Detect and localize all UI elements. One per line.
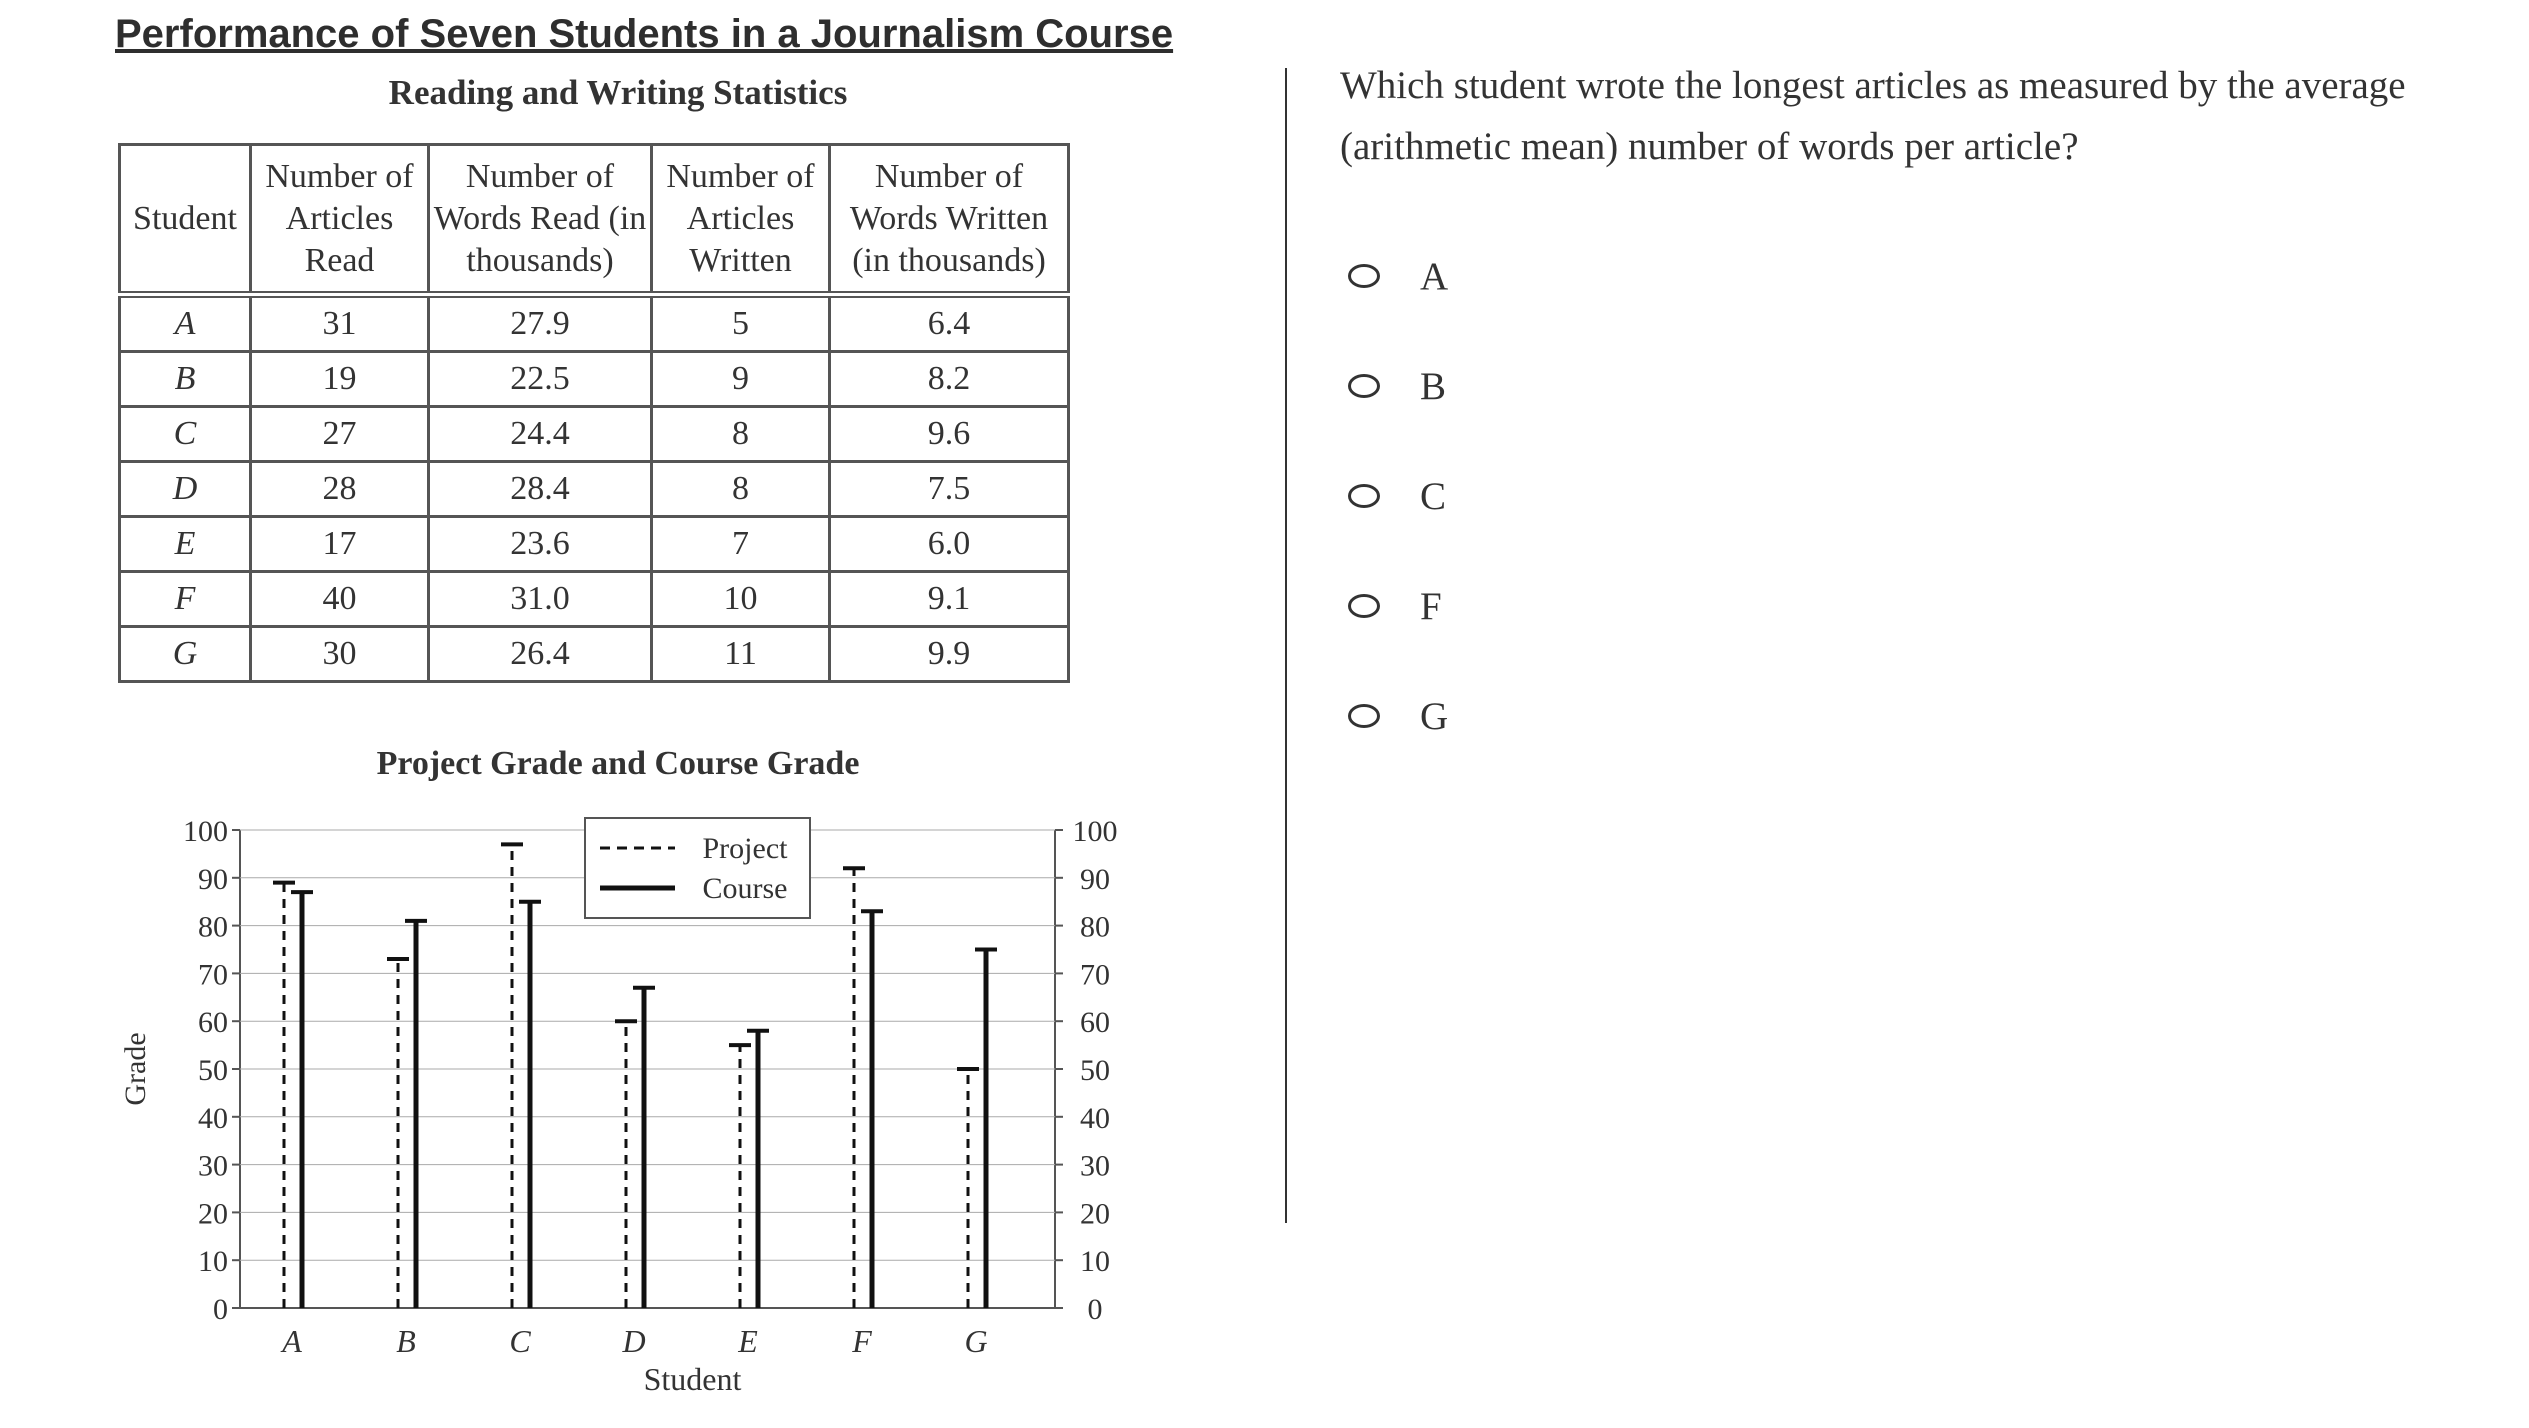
y-tick-label: 80: [198, 910, 228, 944]
table-row: [120, 352, 1069, 407]
legend-label: Course: [702, 872, 788, 905]
table-row: [120, 295, 1069, 352]
chart-title: Project Grade and Course Grade: [376, 745, 860, 782]
y-tick-label-right: 0: [1087, 1293, 1103, 1326]
table-cell: 8.2: [830, 352, 1069, 407]
table-cell: 8: [652, 407, 830, 462]
y-tick-label: 20: [198, 1197, 228, 1231]
x-tick-label: G: [964, 1323, 988, 1359]
answer-option[interactable]: [1340, 551, 2490, 661]
table-cell: 5: [652, 295, 830, 352]
header-student: Student: [120, 145, 251, 295]
figure-title: Performance of Seven Students in a Journalism Course: [115, 12, 1174, 56]
y-tick-label: 100: [183, 815, 228, 848]
answer-options: [1340, 221, 2490, 771]
x-tick-label: B: [396, 1323, 416, 1359]
table-cell: 28.4: [429, 462, 652, 517]
divider: [1285, 68, 1287, 1223]
table-row: [120, 627, 1069, 682]
table-cell: 6.4: [830, 295, 1069, 352]
table-row: [120, 407, 1069, 462]
y-tick-label: 50: [198, 1054, 228, 1087]
table-cell-student: F: [120, 572, 251, 627]
x-tick-label: C: [509, 1323, 531, 1359]
table-cell: 31: [251, 295, 429, 352]
table-cell: 27: [251, 407, 429, 462]
table-cell: 28: [251, 462, 429, 517]
table-cell: 6.0: [830, 517, 1069, 572]
table-cell: 19: [251, 352, 429, 407]
table-cell: 26.4: [429, 627, 652, 682]
answer-option[interactable]: [1340, 331, 2490, 441]
table-body: [120, 295, 1069, 682]
table-cell: 22.5: [429, 352, 652, 407]
table-header-row: [120, 145, 1069, 295]
answer-option-label: B: [1420, 364, 1447, 408]
y-tick-label-right: 70: [1080, 958, 1110, 992]
radio-button[interactable]: [1348, 484, 1380, 508]
x-tick-label: E: [738, 1323, 758, 1359]
question-text: Which student wrote the longest articles as measured by the average (arithmetic mean) number of words per article?: [1340, 64, 2406, 168]
table-cell: 9: [652, 352, 830, 407]
y-tick-label-right: 20: [1080, 1197, 1110, 1231]
header-words-read: Number of Words Read (in thousands): [429, 145, 652, 295]
table-cell: 23.6: [429, 517, 652, 572]
answer-option[interactable]: [1340, 221, 2490, 331]
table-cell-student: C: [120, 407, 251, 462]
header-articles-read: Number of Articles Read: [251, 145, 429, 295]
answer-option-label: A: [1420, 254, 1449, 298]
table-cell: 10: [652, 572, 830, 627]
table-cell: 31.0: [429, 572, 652, 627]
legend-label: Project: [702, 832, 788, 865]
y-tick-label: 30: [198, 1149, 228, 1183]
y-tick-label-right: 80: [1080, 910, 1110, 944]
table-title: Reading and Writing Statistics: [388, 73, 848, 112]
y-tick-label: 40: [198, 1101, 228, 1135]
x-tick-label: A: [282, 1323, 302, 1359]
header-words-written: Number of Words Written (in thousands): [830, 145, 1069, 295]
radio-button[interactable]: [1348, 374, 1380, 398]
table-cell: 7: [652, 517, 830, 572]
answer-option-label: G: [1420, 694, 1449, 738]
radio-button[interactable]: [1348, 264, 1380, 288]
y-tick-label-right: 100: [1072, 815, 1118, 848]
table-cell: 9.9: [830, 627, 1069, 682]
y-tick-label: 70: [198, 958, 228, 992]
grade-chart: [100, 800, 1230, 1420]
y-tick-label-right: 40: [1080, 1101, 1110, 1135]
y-tick-label-right: 60: [1080, 1006, 1110, 1040]
table-cell: 17: [251, 517, 429, 572]
table-cell: 9.6: [830, 407, 1069, 462]
x-tick-label: D: [622, 1323, 646, 1359]
header-articles-written: Number of Articles Written: [652, 145, 830, 295]
y-axis-label: Grade: [119, 1032, 152, 1106]
table-cell-student: E: [120, 517, 251, 572]
y-tick-label-right: 10: [1080, 1245, 1110, 1279]
table-cell-student: A: [120, 295, 251, 352]
table-cell: 30: [251, 627, 429, 682]
table-row: [120, 572, 1069, 627]
y-tick-label-right: 50: [1080, 1054, 1110, 1087]
radio-button[interactable]: [1348, 704, 1380, 728]
table-cell: 40: [251, 572, 429, 627]
figure: [0, 0, 1250, 1428]
answer-option-label: C: [1420, 474, 1447, 518]
stats-table: [118, 143, 1070, 683]
y-tick-label-right: 30: [1080, 1149, 1110, 1183]
table-cell-student: B: [120, 352, 251, 407]
table-cell: 11: [652, 627, 830, 682]
radio-button[interactable]: [1348, 594, 1380, 618]
table-row: [120, 462, 1069, 517]
table-cell: 27.9: [429, 295, 652, 352]
table-cell: 9.1: [830, 572, 1069, 627]
y-tick-label: 10: [198, 1245, 228, 1279]
y-tick-label: 60: [198, 1006, 228, 1040]
y-tick-label-right: 90: [1080, 862, 1110, 896]
table-cell: 7.5: [830, 462, 1069, 517]
answer-option-label: F: [1420, 584, 1442, 628]
table-row: [120, 517, 1069, 572]
table-cell-student: D: [120, 462, 251, 517]
x-axis-label: Student: [643, 1361, 742, 1397]
x-tick-label: F: [852, 1323, 872, 1359]
table-cell: 8: [652, 462, 830, 517]
table-cell: 24.4: [429, 407, 652, 462]
question-panel: [1340, 55, 2490, 771]
y-tick-label: 0: [213, 1293, 228, 1326]
table-cell-student: G: [120, 627, 251, 682]
y-tick-label: 90: [198, 862, 228, 896]
answer-option[interactable]: [1340, 441, 2490, 551]
answer-option[interactable]: [1340, 661, 2490, 771]
